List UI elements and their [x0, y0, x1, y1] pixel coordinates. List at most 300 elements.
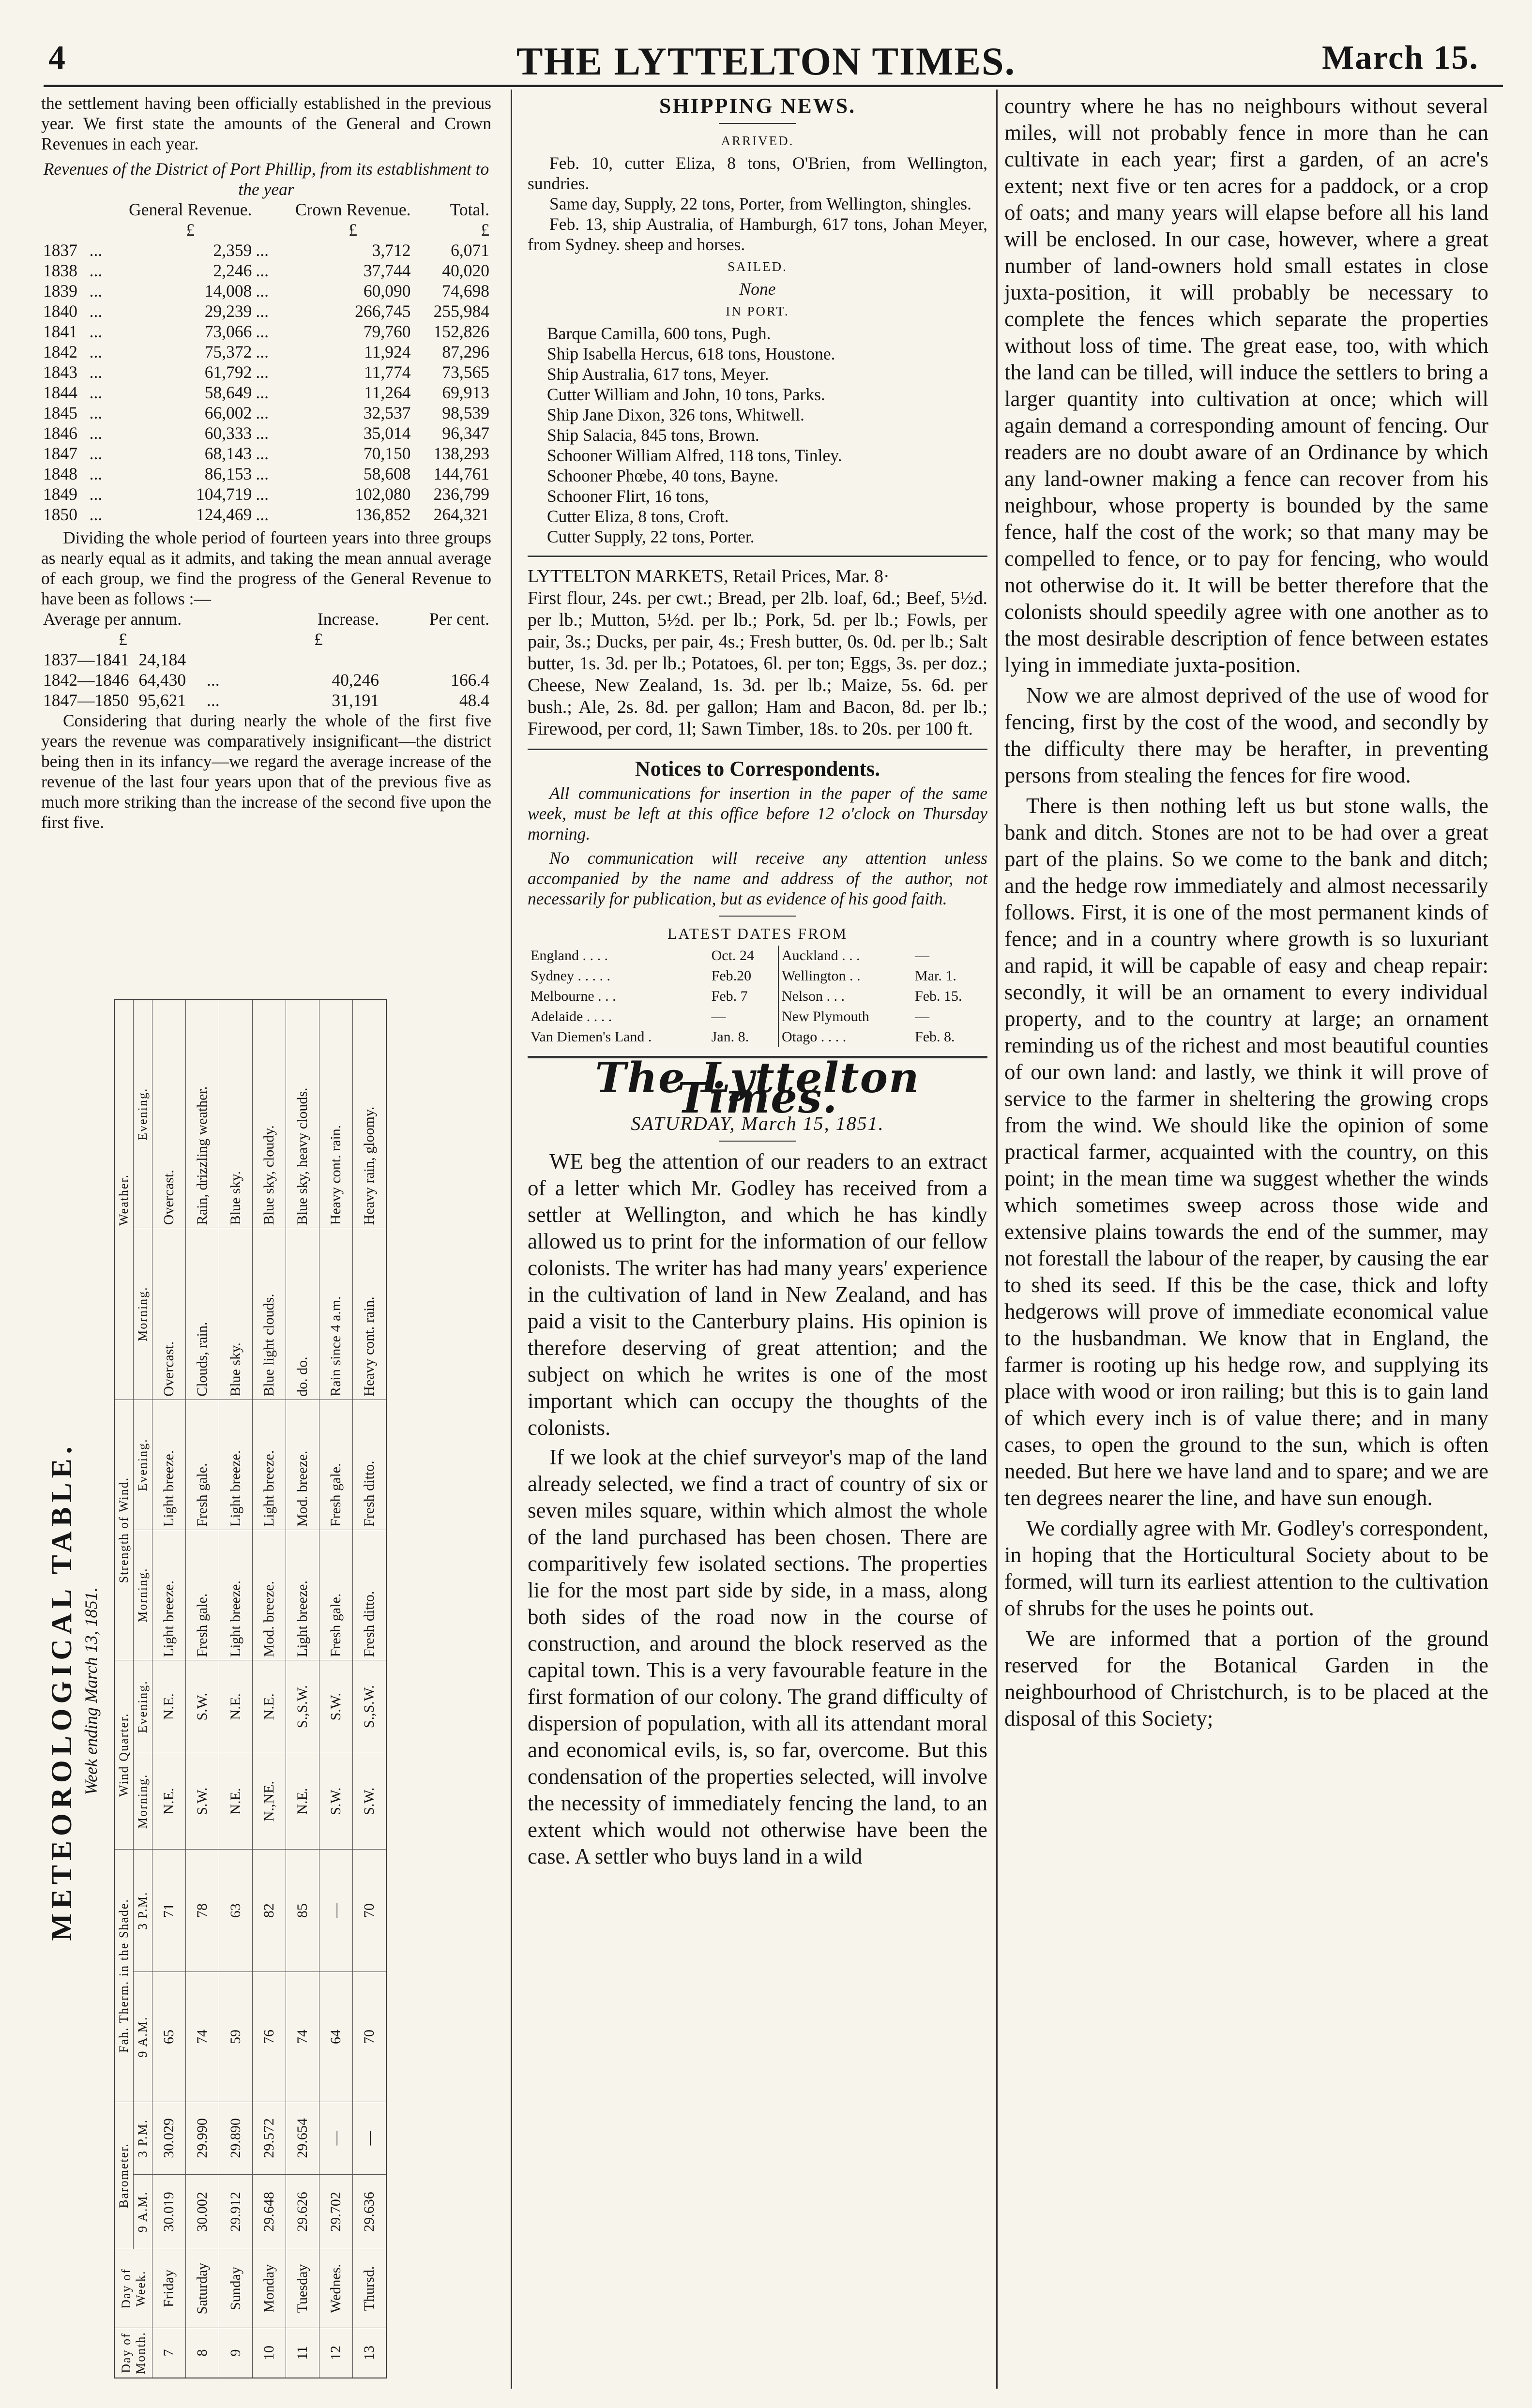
- period-label: 1842—1846: [43, 670, 129, 690]
- crown-revenue-cell: 266,745: [355, 301, 411, 321]
- arrival-entry: Feb. 10, cutter Eliza, 8 tons, O'Brien, from Wellington, sundries.: [528, 153, 987, 193]
- therm-3pm-cell: —: [319, 1850, 353, 1972]
- average-value: 24,184: [138, 650, 186, 669]
- wind-strength-morning-cell: Light breeze.: [152, 1530, 186, 1660]
- weather-evening-cell: Blue sky, cloudy.: [253, 1000, 286, 1228]
- currency-sign: £: [481, 220, 489, 240]
- day-of-month-cell: 10: [253, 2328, 286, 2378]
- total-revenue-cell: 98,539: [442, 403, 489, 422]
- increase-cell: 40,246: [332, 670, 379, 690]
- period-cell: [41, 649, 205, 670]
- weather-evening-cell: Overcast.: [152, 1000, 186, 1228]
- crown-revenue-cell: 102,080: [355, 484, 411, 504]
- place-cell: Sydney . . . . .: [531, 968, 610, 984]
- year-cell: 1845: [43, 403, 77, 422]
- latest-dates-row: [528, 1027, 987, 1047]
- arrived-label: ARRIVED.: [721, 134, 794, 148]
- weather-evening-cell: Rain, drizzling weather.: [186, 1000, 219, 1228]
- leader-dots: ...: [256, 464, 269, 483]
- general-revenue-cell: 73,066: [204, 322, 252, 341]
- leader-dots: ...: [256, 362, 269, 382]
- revenue-row: [41, 464, 491, 484]
- revenue-row: [41, 281, 491, 301]
- baro-9am-cell: 29.912: [219, 2174, 253, 2249]
- revenue-title: Revenues of the District of Port Phillip, from its establishment to the year: [43, 159, 489, 199]
- year-cell: 1844: [43, 383, 77, 402]
- header-weather-morning: Morning.: [134, 1228, 152, 1400]
- shipping-news-title: SHIPPING NEWS.: [659, 94, 856, 118]
- leader-dots: ...: [89, 261, 103, 280]
- period-cell: [41, 690, 205, 710]
- leader-dots: ...: [89, 423, 103, 443]
- currency-sign: £: [349, 220, 358, 240]
- met-row: [219, 1000, 253, 2378]
- baro-3pm-cell: —: [353, 2102, 386, 2174]
- col-header-general: General Revenue.: [129, 200, 252, 219]
- sailed-label: SAILED.: [728, 259, 788, 274]
- wind-strength-evening-cell: Mod. breeze.: [286, 1400, 319, 1530]
- day-of-week-cell: Tuesday: [286, 2249, 319, 2328]
- editorial-paragraph-2: If we look at the chief surveyor's map of the land already selected, we find a tract of country of six or seven miles square, within which almost the whole of the land purchased has been chosen. There are comparitively few isolated sections. The properties lie for the most part side by side, in a mass, along both sides of the road now in the course of construction, and around the block reserved as the capital town. This is a very favourable feature in the first formation of our colony. The grand difficulty of dispersion of population, with all its attendant moral and economical evils, is, so far, overcome. But this condensation of the properties selected, will involve the necessity of immediately fencing the land, to an extent which would not otherwise have been the case. A settler who buys land in a wild: [528, 1445, 987, 1868]
- total-revenue-cell: 255,984: [433, 301, 489, 321]
- total-revenue-cell: 138,293: [433, 444, 489, 463]
- year-cell: 1843: [43, 362, 77, 382]
- wind-strength-morning-cell: Fresh gale.: [186, 1530, 219, 1660]
- crown-revenue-cell: 136,852: [355, 505, 411, 524]
- revenue-row: [41, 301, 491, 321]
- year-cell: 1841: [43, 322, 77, 341]
- meteorological-table: [114, 999, 387, 2378]
- revenue-row: [41, 484, 491, 504]
- latest-dates-table: [528, 946, 987, 1047]
- general-revenue-cell: 61,792: [204, 362, 252, 382]
- general-revenue-cell: 29,239: [204, 301, 252, 321]
- rule: [528, 749, 987, 750]
- crown-revenue-cell: 60,090: [363, 281, 411, 301]
- header-weather: Weather.: [114, 1000, 134, 1400]
- col-header-crown: Crown Revenue.: [295, 200, 411, 219]
- period-label: 1837—1841: [43, 650, 129, 669]
- revenue-row: [41, 443, 491, 464]
- latest-dates-row: [528, 946, 987, 966]
- therm-9am-cell: 59: [219, 1972, 253, 2102]
- day-of-month-cell: 8: [186, 2328, 219, 2378]
- wind-quarter-evening-cell: N.E.: [219, 1660, 253, 1753]
- day-of-month-cell: 7: [152, 2328, 186, 2378]
- day-of-week-cell: Saturday: [186, 2249, 219, 2328]
- col-header-average: Average per annum.: [43, 609, 182, 629]
- header-therm-9am: 9 A.M.: [134, 1972, 152, 2102]
- wind-quarter-evening-cell: S.W.: [186, 1660, 219, 1753]
- editorial-paragraph-wood: Now we are almost deprived of the use of wood for fencing, first by the cost of the wood, and secondly by the difficulty there may be herafter, in preventing persons from stealing the fences for fire wood.: [1004, 683, 1488, 787]
- header-barometer: Barometer.: [114, 2102, 134, 2249]
- total-revenue-cell: 152,826: [433, 322, 489, 341]
- date-cell: —: [915, 948, 930, 963]
- therm-9am-cell: 74: [186, 1972, 219, 2102]
- column-1: [41, 93, 491, 832]
- general-revenue-cell: 68,143: [204, 444, 252, 463]
- wind-quarter-morning-cell: S.W.: [319, 1753, 353, 1850]
- editorial-paragraph-horticultural: We cordially agree with Mr. Godley's correspondent, in hoping that the Horticultural Society about to be formed, will turn its earliest attention to the cultivation of shrubs for the uses he points out.: [1004, 1516, 1488, 1620]
- baro-3pm-cell: 29.654: [286, 2102, 319, 2174]
- in-port-list: [528, 323, 987, 547]
- year-cell: 1840: [43, 301, 77, 321]
- wind-quarter-evening-cell: S.W.: [319, 1660, 353, 1753]
- average-table: [41, 609, 491, 710]
- place-cell: Auckland . . .: [781, 948, 860, 963]
- wind-quarter-evening-cell: S.,S.W.: [286, 1660, 319, 1753]
- day-of-month-cell: 9: [219, 2328, 253, 2378]
- leader-dots: ...: [256, 241, 269, 260]
- revenue-row: [41, 362, 491, 382]
- wind-strength-morning-cell: Light breeze.: [219, 1530, 253, 1660]
- total-revenue-cell: 87,296: [442, 342, 489, 361]
- dateline: SATURDAY, March 15, 1851.: [631, 1113, 884, 1134]
- year-cell: 1839: [43, 281, 77, 301]
- place-cell: Otago . . . .: [781, 1029, 847, 1045]
- met-row: [319, 1000, 353, 2378]
- crown-revenue-cell: 35,014: [363, 423, 411, 443]
- year-cell: 1847: [43, 444, 77, 463]
- col-header-total: Total.: [450, 200, 489, 219]
- header-therm-3pm: 3 P.M.: [134, 1850, 152, 1972]
- general-revenue-cell: 104,719: [196, 484, 252, 504]
- baro-3pm-cell: 30.029: [152, 2102, 186, 2174]
- therm-3pm-cell: 71: [152, 1850, 186, 1972]
- issue-date: March 15.: [1322, 39, 1479, 76]
- wind-strength-morning-cell: Mod. breeze.: [253, 1530, 286, 1660]
- latest-dates-row: [528, 966, 987, 986]
- revenue-row: [41, 382, 491, 403]
- place-cell: Nelson . . .: [781, 988, 845, 1004]
- general-revenue-cell: 58,649: [204, 383, 252, 402]
- header-wind-quarter: Wind Quarter.: [114, 1660, 134, 1850]
- total-revenue-cell: 144,761: [433, 464, 489, 483]
- currency-sign: £: [314, 630, 323, 649]
- baro-9am-cell: 29.636: [353, 2174, 386, 2249]
- leader-dots: ...: [256, 261, 269, 280]
- in-port-entry: Ship Isabella Hercus, 618 tons, Houstone.: [547, 344, 835, 363]
- wind-strength-morning-cell: Fresh ditto.: [353, 1530, 386, 1660]
- baro-3pm-cell: 29.572: [253, 2102, 286, 2174]
- wind-quarter-morning-cell: N.E.: [286, 1753, 319, 1850]
- currency-sign: £: [119, 630, 127, 649]
- therm-9am-cell: 76: [253, 1972, 286, 2102]
- header-wq-evening: Evening.: [134, 1660, 152, 1753]
- column-divider: [996, 90, 998, 2389]
- wind-quarter-morning-cell: N.E.: [152, 1753, 186, 1850]
- meteorological-table-block: [41, 994, 491, 2388]
- in-port-label: IN PORT.: [726, 304, 789, 318]
- weather-evening-cell: Heavy rain, gloomy.: [353, 1000, 386, 1228]
- arrival-entry: Feb. 13, ship Australia, of Hamburgh, 617 tons, Johan Meyer, from Sydney. sheep and horses.: [528, 214, 987, 254]
- place-cell: Van Diemen's Land .: [531, 1029, 652, 1045]
- day-of-week-cell: Thursd.: [353, 2249, 386, 2328]
- leader-dots: ...: [256, 423, 269, 443]
- revenue-row: [41, 403, 491, 423]
- notice-1: All communications for insertion in the paper of the same week, must be left at this office before 12 o'clock on Thursday morning.: [528, 783, 987, 843]
- date-cell: Feb. 15.: [915, 988, 962, 1004]
- wind-strength-evening-cell: Light breeze.: [152, 1400, 186, 1530]
- average-value: 95,621: [138, 691, 186, 710]
- revenue-table: [41, 199, 491, 525]
- weather-morning-cell: Rain since 4 a.m.: [319, 1228, 353, 1400]
- met-row: [152, 1000, 186, 2378]
- header-rule: [44, 85, 1503, 87]
- general-revenue-cell: 2,359: [213, 241, 252, 260]
- wind-strength-morning-cell: Light breeze.: [286, 1530, 319, 1660]
- crown-revenue-cell: 11,264: [364, 383, 411, 402]
- baro-3pm-cell: —: [319, 2102, 353, 2174]
- header-ws-evening: Evening.: [134, 1400, 152, 1530]
- markets-title: LYTTELTON MARKETS, Retail Prices, Mar. 8·: [528, 566, 890, 587]
- place-cell: Melbourne . . .: [531, 988, 616, 1004]
- editorial-paragraph-botanical: We are informed that a portion of the ground reserved for the Botanical Garden in the neighbourhood of Christchurch, is to be placed at the disposal of this Society;: [1004, 1626, 1488, 1731]
- weather-evening-cell: Heavy cont. rain.: [319, 1000, 353, 1228]
- leader-dots: ...: [207, 670, 220, 690]
- leader-dots: ...: [89, 403, 103, 422]
- header-wq-morning: Morning.: [134, 1753, 152, 1850]
- leader-dots: ...: [89, 342, 103, 361]
- date-cell: Oct. 24: [709, 946, 778, 966]
- met-row: [286, 1000, 319, 2378]
- weather-evening-cell: Blue sky.: [219, 1000, 253, 1228]
- increase-cell: 31,191: [332, 691, 379, 710]
- in-port-entry: Cutter Supply, 22 tons, Porter.: [547, 527, 755, 546]
- day-of-week-cell: Friday: [152, 2249, 186, 2328]
- in-port-entry: Ship Australia, 617 tons, Meyer.: [547, 364, 769, 384]
- header-baro-3pm: 3 P.M.: [134, 2102, 152, 2174]
- increase-cell: [256, 649, 381, 670]
- met-row: [253, 1000, 286, 2378]
- col-header-increase: Increase.: [317, 609, 379, 629]
- year-cell: 1838: [43, 261, 77, 280]
- general-revenue-cell: 86,153: [204, 464, 252, 483]
- in-port-entry: Schooner Phœbe, 40 tons, Bayne.: [547, 466, 779, 485]
- header-weather-evening: Evening.: [134, 1000, 152, 1228]
- revenue-row: [41, 321, 491, 342]
- masthead: [44, 39, 1488, 82]
- therm-9am-cell: 64: [319, 1972, 353, 2102]
- wind-strength-evening-cell: Fresh gale.: [319, 1400, 353, 1530]
- met-table-title: METEOROLOGICAL TABLE.: [46, 1442, 77, 1941]
- dividing-paragraph: Dividing the whole period of fourteen years into three groups as nearly equal as it admits, and taking the mean annual average of each group, we find the progress of the General Revenue to have been as follows :—: [41, 528, 491, 608]
- year-cell: 1842: [43, 342, 77, 361]
- weather-evening-cell: Blue sky, heavy clouds.: [286, 1000, 319, 1228]
- baro-9am-cell: 30.002: [186, 2174, 219, 2249]
- year-cell: 1850: [43, 505, 77, 524]
- date-cell: —: [915, 1008, 930, 1024]
- met-row: [353, 1000, 386, 2378]
- wind-strength-evening-cell: Light breeze.: [219, 1400, 253, 1530]
- currency-sign: £: [186, 220, 195, 240]
- year-cell: 1837: [43, 241, 77, 260]
- average-value: 64,430: [138, 670, 186, 690]
- leader-dots: ...: [256, 281, 269, 301]
- therm-9am-cell: 74: [286, 1972, 319, 2102]
- revenue-row: [41, 240, 491, 260]
- date-cell: Feb.20: [709, 966, 778, 986]
- header-day-of-month: Day of Month.: [114, 2328, 152, 2378]
- percent-cell: 166.4: [451, 670, 489, 690]
- general-revenue-cell: 66,002: [204, 403, 252, 422]
- header-baro-9am: 9 A.M.: [134, 2174, 152, 2249]
- considering-paragraph: Considering that during nearly the whole of the first five years the revenue was comparatively insignificant—the district being then in its infancy—we regard the average increase of the revenue of the last four years upon that of the previous five as much more striking than the increase of the second five upon the first five.: [41, 711, 491, 832]
- leader-dots: ...: [89, 301, 103, 321]
- total-revenue-cell: 74,698: [442, 281, 489, 301]
- leader-dots: ...: [207, 691, 220, 710]
- leader-dots: ...: [256, 403, 269, 422]
- baro-9am-cell: 29.648: [253, 2174, 286, 2249]
- markets-text: First flour, 24s. per cwt.; Bread, per 2lb. loaf, 6d.; Beef, 5½d. per lb.; Mutton, 5½d. per lb.; Pork, 5d. per lb.; Fowls, per pair, 3s.; Ducks, per pair, 4s.; Fresh butter, 0s. 0d. per lb.; Salt butter, 1s. 3d. per lb.; Potatoes, 6l. per ton; Eggs, 3s. per doz.; Cheese, New Zealand, 1s. 3d. per lb.; Maize, 5s. 6d. per bush.; Ale, 2s. 8d. per gallon; Ham and Bacon, 8d. per lb.; Firewood, per cord, 1l; Sawn Timber, 18s. to 20s. per 100 ft.: [528, 588, 987, 739]
- leader-dots: ...: [256, 444, 269, 463]
- wind-quarter-morning-cell: N.,NE.: [253, 1753, 286, 1850]
- day-of-week-cell: Wednes.: [319, 2249, 353, 2328]
- general-revenue-cell: 124,469: [196, 505, 252, 524]
- crown-revenue-cell: 32,537: [363, 403, 411, 422]
- header-wind-strength: Strength of Wind.: [114, 1400, 134, 1660]
- intro-paragraph: the settlement having been officially established in the previous year. We first state the amounts of the General and Crown Revenues in each year.: [41, 93, 491, 153]
- total-revenue-cell: 264,321: [433, 505, 489, 524]
- header-day-of-week: Day of Week.: [114, 2249, 152, 2328]
- column-2: [528, 93, 987, 1870]
- therm-3pm-cell: 63: [219, 1850, 253, 1972]
- therm-3pm-cell: 70: [353, 1850, 386, 1972]
- weather-morning-cell: Heavy cont. rain.: [353, 1228, 386, 1400]
- weather-morning-cell: do. do.: [286, 1228, 319, 1400]
- weather-morning-cell: Blue light clouds.: [253, 1228, 286, 1400]
- nameplate: The Lyttelton Times.: [595, 1054, 920, 1123]
- date-cell: Feb. 7: [709, 986, 778, 1007]
- day-of-week-cell: Monday: [253, 2249, 286, 2328]
- column-3: [1004, 93, 1488, 1732]
- general-revenue-cell: 75,372: [204, 342, 252, 361]
- header-ws-morning: Morning.: [134, 1530, 152, 1660]
- therm-3pm-cell: 85: [286, 1850, 319, 1972]
- total-revenue-cell: 6,071: [451, 241, 489, 260]
- in-port-entry: Ship Jane Dixon, 326 tons, Whitwell.: [547, 405, 804, 424]
- rule: [719, 916, 796, 917]
- in-port-entry: Cutter William and John, 10 tons, Parks.: [547, 385, 825, 404]
- crown-revenue-cell: 11,774: [364, 362, 411, 382]
- weather-morning-cell: Blue sky.: [219, 1228, 253, 1400]
- baro-3pm-cell: 29.890: [219, 2102, 253, 2174]
- arrival-entry: Same day, Supply, 22 tons, Porter, from Wellington, shingles.: [549, 194, 971, 213]
- in-port-entry: Barque Camilla, 600 tons, Pugh.: [547, 324, 771, 343]
- year-cell: 1849: [43, 484, 77, 504]
- average-row: [41, 690, 491, 710]
- leader-dots: ...: [256, 322, 269, 341]
- leader-dots: ...: [89, 241, 103, 260]
- weather-morning-cell: Clouds, rain.: [186, 1228, 219, 1400]
- therm-9am-cell: 70: [353, 1972, 386, 2102]
- revenue-row: [41, 260, 491, 281]
- editorial-paragraph-1: WE beg the attention of our readers to an extract of a letter which Mr. Godley has received from a settler at Wellington, and which he has kindly allowed us to print for the information of our fellow colonists. The writer has had many years' experience in the cultivation of land in New Zealand, and has paid a visit to the Canterbury plains. His opinion is therefore deserving of great attention; and the subject on which he writes is one of the most important which can occupy the thoughts of the colonists.: [528, 1149, 987, 1440]
- average-row: [41, 649, 491, 670]
- place-cell: Adelaide . . . .: [531, 1008, 612, 1024]
- therm-3pm-cell: 78: [186, 1850, 219, 1972]
- met-table-subtitle: Week ending March 13, 1851.: [81, 1587, 101, 1795]
- crown-revenue-cell: 79,760: [363, 322, 411, 341]
- wind-quarter-morning-cell: N.E.: [219, 1753, 253, 1850]
- newspaper-title: THE LYTTELTON TIMES.: [516, 39, 1016, 83]
- in-port-entry: Cutter Eliza, 8 tons, Croft.: [547, 507, 729, 526]
- date-cell: Jan. 8.: [709, 1027, 778, 1047]
- period-label: 1847—1850: [43, 691, 129, 710]
- total-revenue-cell: 40,020: [442, 261, 489, 280]
- day-of-month-cell: 13: [353, 2328, 386, 2378]
- editorial-paragraph-hedges: There is then nothing left us but stone walls, the bank and ditch. Stones are not to be had over a great part of the plains. So we come to the bank and ditch; and the hedge row immediately and almost necessarily follows. First, it is one of the most permanent kinds of fence; and in a country where growth is so luxuriant and rapid, it will be capable of easy and cheap repair: secondly, it will be an ornament to every individual property, and to the country at large; an ornament reminding us of the richest and most beautiful counties of our own land: and lastly, we think it will prove of service to the farmer in sheltering the growing crops from the wind. We should like the opinion of some practical farmer, acquainted with the country, on this point; in the mean time wa suggest whether the winds which sometimes sweep across those wide and extensive plains towards the end of the summer, may not forestall the labour of the reaper, by causing the ear to shed its seed. If this be the case, thick and lofty hedgerows will prove of immediate economical value to the husbandman. We know that in England, the farmer is rooting up his hedge row, and supplying its place with wood or iron railing; but this is to gain land of which every inch is of value there; and in many cases, to open the ground to the sun, which is often needed. But here we have land and to spare; and we are ten degrees nearer the line, and have sun enough.: [1004, 794, 1488, 1510]
- average-row: [41, 670, 491, 690]
- column-divider: [511, 90, 512, 2389]
- year-cell: 1848: [43, 464, 77, 483]
- leader-dots: ...: [89, 383, 103, 402]
- total-revenue-cell: 73,565: [442, 362, 489, 382]
- general-revenue-cell: 14,008: [204, 281, 252, 301]
- place-cell: England . . . .: [531, 948, 608, 963]
- latest-dates-row: [528, 986, 987, 1007]
- leader-dots: ...: [256, 301, 269, 321]
- crown-revenue-cell: 3,712: [372, 241, 411, 260]
- revenue-row: [41, 504, 491, 525]
- place-cell: New Plymouth: [781, 1008, 869, 1024]
- notice-2: No communication will receive any attention unless accompanied by the name and address of the author, not necessarily for publication, but as evidence of his good faith.: [528, 848, 987, 908]
- baro-9am-cell: 30.019: [152, 2174, 186, 2249]
- leader-dots: [205, 649, 256, 670]
- rule: [719, 123, 796, 124]
- in-port-entry: Schooner William Alfred, 118 tons, Tinley.: [547, 446, 842, 465]
- leader-dots: ...: [89, 484, 103, 504]
- in-port-entry: Ship Salacia, 845 tons, Brown.: [547, 425, 759, 445]
- leader-dots: ...: [256, 342, 269, 361]
- wind-quarter-morning-cell: S.W.: [186, 1753, 219, 1850]
- leader-dots: ...: [89, 505, 103, 524]
- latest-dates-row: [528, 1007, 987, 1027]
- leader-dots: ...: [89, 464, 103, 483]
- wind-strength-morning-cell: Fresh gale.: [319, 1530, 353, 1660]
- total-revenue-cell: 96,347: [442, 423, 489, 443]
- baro-3pm-cell: 29.990: [186, 2102, 219, 2174]
- revenue-row: [41, 423, 491, 443]
- therm-3pm-cell: 82: [253, 1850, 286, 1972]
- arrived-list: [528, 153, 987, 255]
- baro-9am-cell: 29.626: [286, 2174, 319, 2249]
- baro-9am-cell: 29.702: [319, 2174, 353, 2249]
- revenue-row: [41, 342, 491, 362]
- general-revenue-cell: 60,333: [204, 423, 252, 443]
- date-cell: Mar. 1.: [915, 968, 956, 984]
- leader-dots: ...: [89, 444, 103, 463]
- editorial-continued: country where he has no neighbours without several miles, will not probably fence in more than he can cultivate in each year; first a garden, of an acre's extent; next five or ten acres for a paddock, or a crop of oats; and many years will elapse before all his land will be enclosed. In our case, however, where a great number of land-owners hold small estates in close juxta-position, it will probably be necessary to complete the fences which separate the properties without loss of time. The great ease, too, with which the land can be tilled, will induce the settlers to bring a larger quantity into cultivation at once; which will again demand a corresponding amount of fencing. Our readers are no doubt aware of an Ordinance by which any land-owner making a fence can recover from his neighbour, whose property is bounded by the same fence, half the cost of the work; so that many may be compelled to fence, or to pay for fencing, who would not otherwise do it. It will be better therefore that the colonists should speedily agree with one another as to the most desirable description of fence between estates lying in immediate juxta-position.: [1004, 94, 1488, 677]
- sailed-none: None: [739, 279, 776, 299]
- in-port-entry: Schooner Flirt, 16 tons,: [547, 486, 709, 506]
- crown-revenue-cell: 37,744: [363, 261, 411, 280]
- therm-9am-cell: 65: [152, 1972, 186, 2102]
- wind-strength-evening-cell: Fresh gale.: [186, 1400, 219, 1530]
- page-number: 4: [48, 39, 65, 76]
- col-header-percent: Per cent.: [429, 609, 489, 629]
- day-of-month-cell: 12: [319, 2328, 353, 2378]
- year-cell: 1846: [43, 423, 77, 443]
- leader-dots: ...: [89, 362, 103, 382]
- date-cell: Feb. 8.: [915, 1029, 955, 1045]
- rule: [719, 1141, 796, 1142]
- day-of-month-cell: 11: [286, 2328, 319, 2378]
- leader-dots: ...: [256, 383, 269, 402]
- leader-dots: ...: [256, 484, 269, 504]
- period-cell: [41, 670, 205, 690]
- wind-quarter-evening-cell: N.E.: [152, 1660, 186, 1753]
